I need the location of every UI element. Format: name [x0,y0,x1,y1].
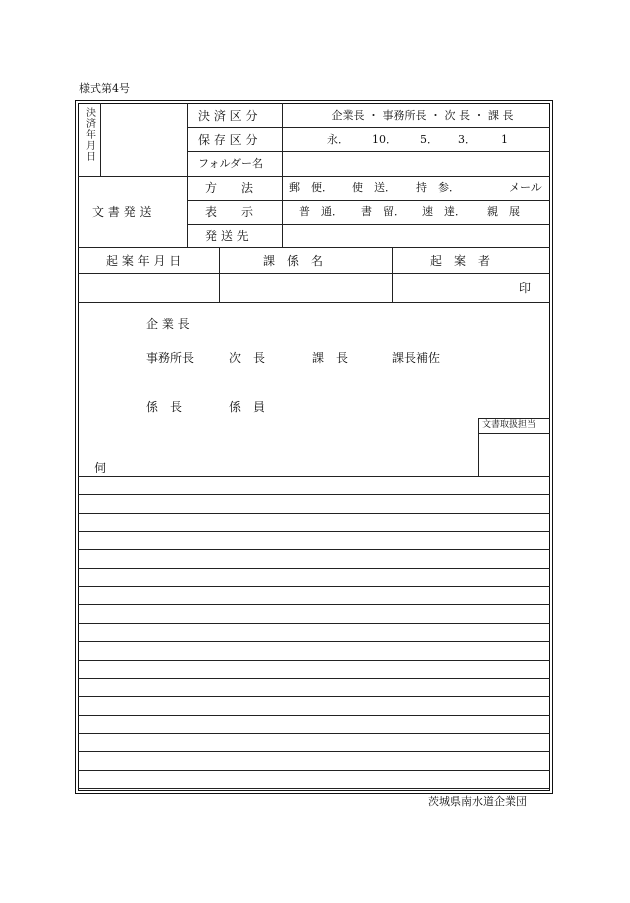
draft-date-header: 起 案 年 月 日 [106,254,182,268]
decision-category-options[interactable]: 企業長 ・ 事務所長 ・ 次 長 ・ 課 長 [331,109,514,122]
retention-category-label: 保 存 区 分 [198,133,258,147]
approval-section-chief: 課 長 [312,351,349,365]
drafter-header: 起 案 者 [430,254,491,268]
method-option-hand-delivery[interactable]: 持 参． [416,181,460,194]
document-dispatch-label: 文 書 発 送 [92,205,152,219]
method-option-messenger[interactable]: 使 送． [352,181,396,194]
retention-option-10[interactable]: 10． [372,133,397,146]
approval-unit-chief: 係 長 [146,400,183,414]
retention-option-permanent[interactable]: 永． [327,133,349,146]
approval-deputy-head: 次 長 [229,351,266,365]
body-line [78,568,550,569]
inquiry-label: 伺 [94,461,107,475]
decision-date-field[interactable] [101,104,186,176]
body-line [78,751,550,752]
body-line [78,549,550,550]
body-line [78,696,550,697]
retention-option-1[interactable]: 1 [501,133,508,146]
organization-name: 茨城県南水道企業団 [428,795,527,808]
body-line [78,604,550,605]
body-line [78,623,550,624]
body-line [78,715,550,716]
draft-date-field[interactable] [80,275,218,301]
body-line [78,586,550,587]
dispatch-method-label: 方 法 [205,181,254,195]
dispatch-destination-label: 発 送 先 [205,229,249,243]
decision-category-label: 決 済 区 分 [198,109,258,123]
marking-option-normal[interactable]: 普 通． [299,205,343,218]
body-line [78,476,550,477]
approval-office-head: 事務所長 [146,351,195,365]
body-line [78,494,550,495]
body-line [78,788,550,789]
marking-option-registered[interactable]: 書 留． [361,205,405,218]
marking-option-confidential[interactable]: 親 展 [487,205,520,218]
body-line [78,531,550,532]
approval-corporate-head: 企 業 長 [146,317,190,331]
retention-option-5[interactable]: 5． [420,133,438,146]
marking-option-express[interactable]: 速 達． [422,205,466,218]
approval-staff: 係 員 [229,400,266,414]
folder-name-label: フォルダー名 [198,157,264,170]
body-line [78,733,550,734]
body-line [78,660,550,661]
body-line [78,641,550,642]
retention-option-3[interactable]: 3． [458,133,476,146]
dispatch-marking-label: 表 示 [205,205,254,219]
dispatch-destination-field[interactable] [284,226,548,246]
folder-name-field[interactable] [284,153,548,175]
method-option-post[interactable]: 郵 便． [289,181,333,194]
section-name-header: 課 係 名 [263,254,324,268]
section-name-field[interactable] [221,275,391,301]
body-line [78,513,550,514]
approval-assistant-chief: 課長補佐 [392,351,441,365]
method-option-email[interactable]: メール [509,181,542,194]
body-line [78,770,550,771]
document-handler-label: 文書取扱担当 [482,420,537,430]
form-number: 様式第4号 [79,82,130,95]
decision-date-label: 決済年月日 [86,108,96,163]
body-line [78,678,550,679]
seal-mark: 印 [519,281,532,295]
